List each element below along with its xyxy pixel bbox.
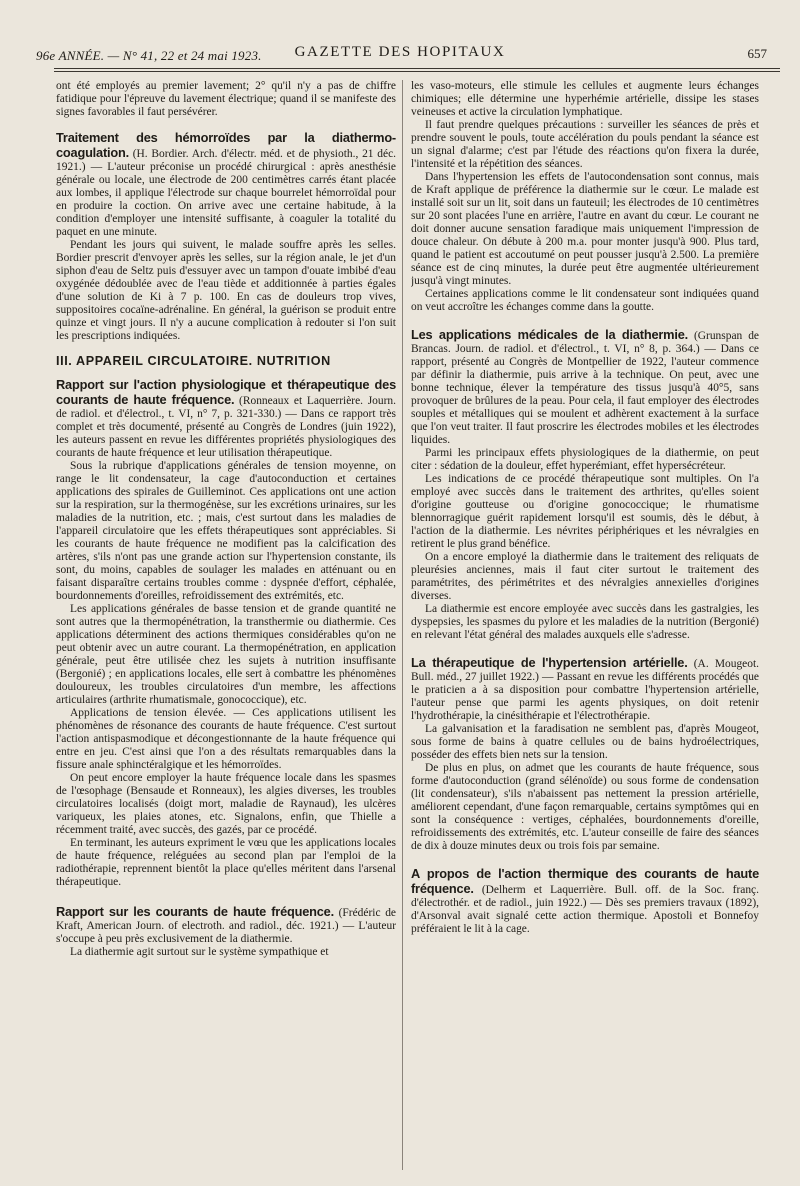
paragraph: La galvanisation et la faradisation ne semblent pas, d'après Mougeot, sous forme de bains à quatre cellules ou de bains hydroélectriques, posséder des effets bien nets sur la tension. <box>411 723 759 761</box>
entry-text: — Dans ce rapport, présenté au Congrès de Montpellier de 1922, l'auteur commence par définir la diathermie, puis arrive à la technique. On peut, avec une bonne technique, élever la température des tissus jusqu'à 40°5, sans provoquer de brûlures de la peau. Pour cela, il faut employer des électrodes souples et métalliques qui se moulent et adhèrent exactement à la surface que l'on veut traiter. Il faut proscrire les électrodes mobiles et les électrodes liquides. <box>411 343 759 446</box>
entry-lead <box>56 378 396 460</box>
entry-reference: (Delherm et Laquerrière. Bull. off. de la Soc. franç. d'électrothér. et de radiol., juin 1922.) <box>411 884 759 909</box>
paragraph: Il faut prendre quelques précautions : surveiller les séances de près et prendre souvent le pouls, toute accélération du pouls pendant la séance est un signal d'alarme; c'est par l'étude des réactions qu'on fixera la durée, l'intensité et la répétition des séances. <box>411 119 759 170</box>
paragraph: Dans l'hypertension les effets de l'autocondensation sont connus, mais de Kraft applique de préférence la diathermie sur le cœur. Le malade est installé soit sur un lit, soit dans un fauteuil; les électrodes de 10 centimètres sur 20 sont placées l'une en arrière, l'autre en avant du cœur. Le courant ne doit donner aucune sensation faradique mais uniquement l'impression de douce chaleur. On débute à 200 m.a. pour monter jusqu'à 900. Plus tard, quand le patient est accoutumé on peut pousser jusqu'à 2.500. La première séance est de cinq minutes, la durée peut être augmentée ultérieurement jusqu'à vingt minutes. <box>411 171 759 287</box>
paragraph: Sous la rubrique d'applications générales de tension moyenne, on range le lit condensateur, la cage d'autoconduction et certaines applications des spirales de Guilleminot. Ces applications ont une action sur la respiration, sur la thermogénèse, sur les excrétions urinaires, sur les maladies de la nutrition, etc. ; mais, c'est surtout dans les maladies de l'appareil circulatoire que les effets thérapeutiques sont appréciables. Si les courants de haute fréquence ne modifient pas la calcification des artères, s'ils n'ont pas une grande action sur l'hypertension constante, ils sont, du moins, capables de soulager les malades en atténuant ou en faisant disparaître certains troubles comme : dyspnée d'effort, céphalée, bourdonnements d'oreilles, refroidissement des extrémités, etc. <box>56 460 396 602</box>
entry-title: Les applications médicales de la diathermie. <box>411 327 688 342</box>
entry-lead <box>411 656 759 723</box>
abstract-entry <box>56 131 396 343</box>
page-number: 657 <box>747 46 767 61</box>
entry-title: A propos de l'action thermique des courants de haute fréquence. <box>411 866 759 896</box>
entry-reference: (Ronneaux et Laquerrière. Journ. de radiol. et d'électrol., t. VI, n° 7, p. 321-330.) <box>56 395 396 420</box>
entry-text: — Passant en revue les différents procédés que le praticien a à sa disposition pour combattre l'hypertension artérielle, l'auteur pense que parmi les agents physiques, on doit retenir l'hydrothérapie, la cinésithérapie et l'électrothérapie. <box>411 671 759 722</box>
abstract-entry <box>56 378 396 889</box>
paragraph: La diathermie est encore employée avec succès dans les gastralgies, les dyspepsies, les spasmes du pylore et les maladies de la nutrition (Bergonié) en relevant l'état général des malades auxquels elle s'adresse. <box>411 603 759 641</box>
entry-title: Rapport sur les courants de haute fréquence. <box>56 904 334 919</box>
entry-lead <box>56 905 396 946</box>
paragraph: Les applications générales de basse tension et de grande quantité ne sont autres que la thermopénétration, la transthermie ou diathermie. Ces applications déterminent des actions thermiques considérables qu'on ne peut obtenir avec un autre courant. La thermopénétration, en application générale, peut être utilisée chez les sujets à nutrition insuffisante (Bergonié) ; en applications locales, elle sert à combattre les phénomènes douloureux, les troubles circulatoires d'un membre, les affections articulaires (arthrite rhumatismale, gonococcique), etc. <box>56 603 396 706</box>
entry-title: Traitement des hémorroïdes par la diathermo-coagulation. <box>56 130 396 160</box>
entry-title: La thérapeutique de l'hypertension artérielle. <box>411 655 688 670</box>
paragraph: Certaines applications comme le lit condensateur sont indiquées quand on veut accroître les échanges comme dans la goutte. <box>411 288 759 313</box>
paragraph: les vaso-moteurs, elle stimule les cellules et augmente leurs échanges chimiques; elle détermine une hyperhémie artérielle, dissipe les stases veineuses et active la circulation lymphatique. <box>411 80 759 118</box>
entry-lead <box>56 131 396 239</box>
entry-lead <box>411 867 759 936</box>
page-header <box>0 0 800 70</box>
entry-text: — L'auteur s'occupe à peu près exclusivement de la diathermie. <box>56 920 396 945</box>
header-rule-thin <box>54 71 780 72</box>
header-rule <box>54 68 780 69</box>
entry-title: Rapport sur l'action physiologique et thérapeutique des courants de haute fréquence. <box>56 377 396 407</box>
paragraph: Parmi les principaux effets physiologiques de la diathermie, on peut citer : sédation de la douleur, effet hyperémiant, effet hypersécréteur. <box>411 447 759 472</box>
paragraph: Applications de tension élevée. — Ces applications utilisent les phénomènes de résonance des courants de haute fréquence. C'est surtout l'action antispasmodique et décongestionnante de la haute fréquence qui entre en jeu. C'est ainsi que l'on a des résultats remarquables dans la fissure anale sphinctéralgique et les hémorroïdes. <box>56 707 396 771</box>
entry-text: — Dans ce rapport très complet et très documenté, présenté au Congrès de Londres (juin 1922), les auteurs passent en revue les différentes propriétés physiologiques des courants de haute fréquence et leur utilisation thérapeutique. <box>56 408 396 459</box>
entry-reference: (H. Bordier. Arch. d'électr. méd. et de physioth., 21 déc. 1921.) <box>56 148 396 173</box>
right-column <box>411 80 759 1176</box>
paragraph: En terminant, les auteurs expriment le vœu que les applications locales de haute fréquence, reléguées au second plan par l'emploi de la radiothérapie, reprennent bientôt la place qu'elles méritent dans l'arsenal thérapeutique. <box>56 837 396 888</box>
entry-lead <box>411 328 759 447</box>
entry-reference: (Grunspan de Brancas. Journ. de radiol. et d'électrol., t. VI, n° 8, p. 364.) <box>411 330 759 355</box>
issue-line: 96e ANNÉE. — N° 41, 22 et 24 mai 1923. <box>36 48 262 63</box>
left-column <box>56 80 396 1176</box>
entry-reference: (A. Mougeot. Bull. méd., 27 juillet 1922.) <box>411 658 759 683</box>
entry-text: — Dès ses premiers travaux (1892), d'Arsonval avait signalé cette action thermique. Apostoli et Bonnefoy préféraient le lit à la cage. <box>411 897 759 935</box>
abstract-entry <box>411 867 759 936</box>
abstract-entry <box>411 328 759 642</box>
paragraph: On a encore employé la diathermie dans le traitement des reliquats de pleurésies anciennes, mais il faut citer surtout le traitement des paramétrites, des périmétrites et des névralgies annexielles d'origines diverses. <box>411 551 759 602</box>
entry-reference: (Frédéric de Kraft, American Journ. of electroth. and radiol., déc. 1921.) <box>56 907 396 932</box>
paragraph: La diathermie agit surtout sur le système sympathique et <box>70 946 329 958</box>
paragraph: De plus en plus, on admet que les courants de haute fréquence, sous forme d'autoconduction (grand sélénoïde) ou sous forme de condensation (lit condensateur), s'ils n'abaissent pas nettement la pression artérielle, améliorent cependant, d'une façon remarquable, certains symptômes qui en sont la conséquence : vertiges, céphalées, bourdonnements d'oreille, refroidissements des extrémités, etc. L'auteur conseille de faire des séances de dix à douze minutes deux ou trois fois par semaine. <box>411 762 759 852</box>
entry-text: — L'auteur préconise un procédé chirurgical : après anesthésie générale ou locale, une électrode de 200 centimètres carrés étant placée aux lombes, il applique l'électrode sur chaque bourrelet hémorroïdal pour en produire la coction. On arrive avec une certaine habitude, à la condition d'employer une intensité suffisante, à coaguler la totalité du paquet en une minute. <box>56 161 396 238</box>
paragraph: Les indications de ce procédé thérapeutique sont multiples. On l'a employé avec succès dans le traitement des arthrites, qu'elles soient d'origine goutteuse ou d'origine gonococcique; le rhumatisme blennorragique guérit rapidement lorsqu'il est soumis, dès le début, à l'action de la diathermie. Les névrites périphériques et les névralgies en retirent le plus grand bénéfice. <box>411 473 759 550</box>
journal-title: GAZETTE DES HOPITAUX <box>294 44 506 60</box>
abstract-entry <box>411 656 759 853</box>
column-divider <box>402 80 403 1170</box>
section-heading: III. APPAREIL CIRCULATOIRE. NUTRITION <box>56 354 331 368</box>
paragraph: On peut encore employer la haute fréquence locale dans les spasmes de l'œsophage (Bensaude et Ronneaux), les algies diverses, les troubles circulatoires localisés (doigt mort, maladie de Raynaud), les ulcères variqueux, les plaies atones, etc. Signalons, enfin, que Thielle a récemment traité, avec succès, des gazés, par ce procédé. <box>56 772 396 836</box>
abstract-entry <box>56 905 396 959</box>
paragraph: Pendant les jours qui suivent, le malade souffre après les selles. Bordier prescrit d'envoyer après les selles, sur la région anale, le jet d'un siphon d'eau de Seltz puis d'essuyer avec un tampon d'ouate imbibé d'eau oxygénée dédoublée avec de l'eau tiède et additionnée à parties égales d'une solution de Ki à 7 p. 100. En cas de douleurs trop vives, suppositoires cocaïne-adrénaline. En général, la guérison se produit entre quinze et vingt jours. Il n'y a aucune complication à redouter si l'on suit les prescriptions indiquées. <box>56 239 396 342</box>
paragraph: ont été employés au premier lavement; 2° qu'il n'y a pas de chiffre fatidique pour l'épreuve du lavement électrique; quand il se manifeste des signes favorables il faut persévérer. <box>56 80 396 118</box>
